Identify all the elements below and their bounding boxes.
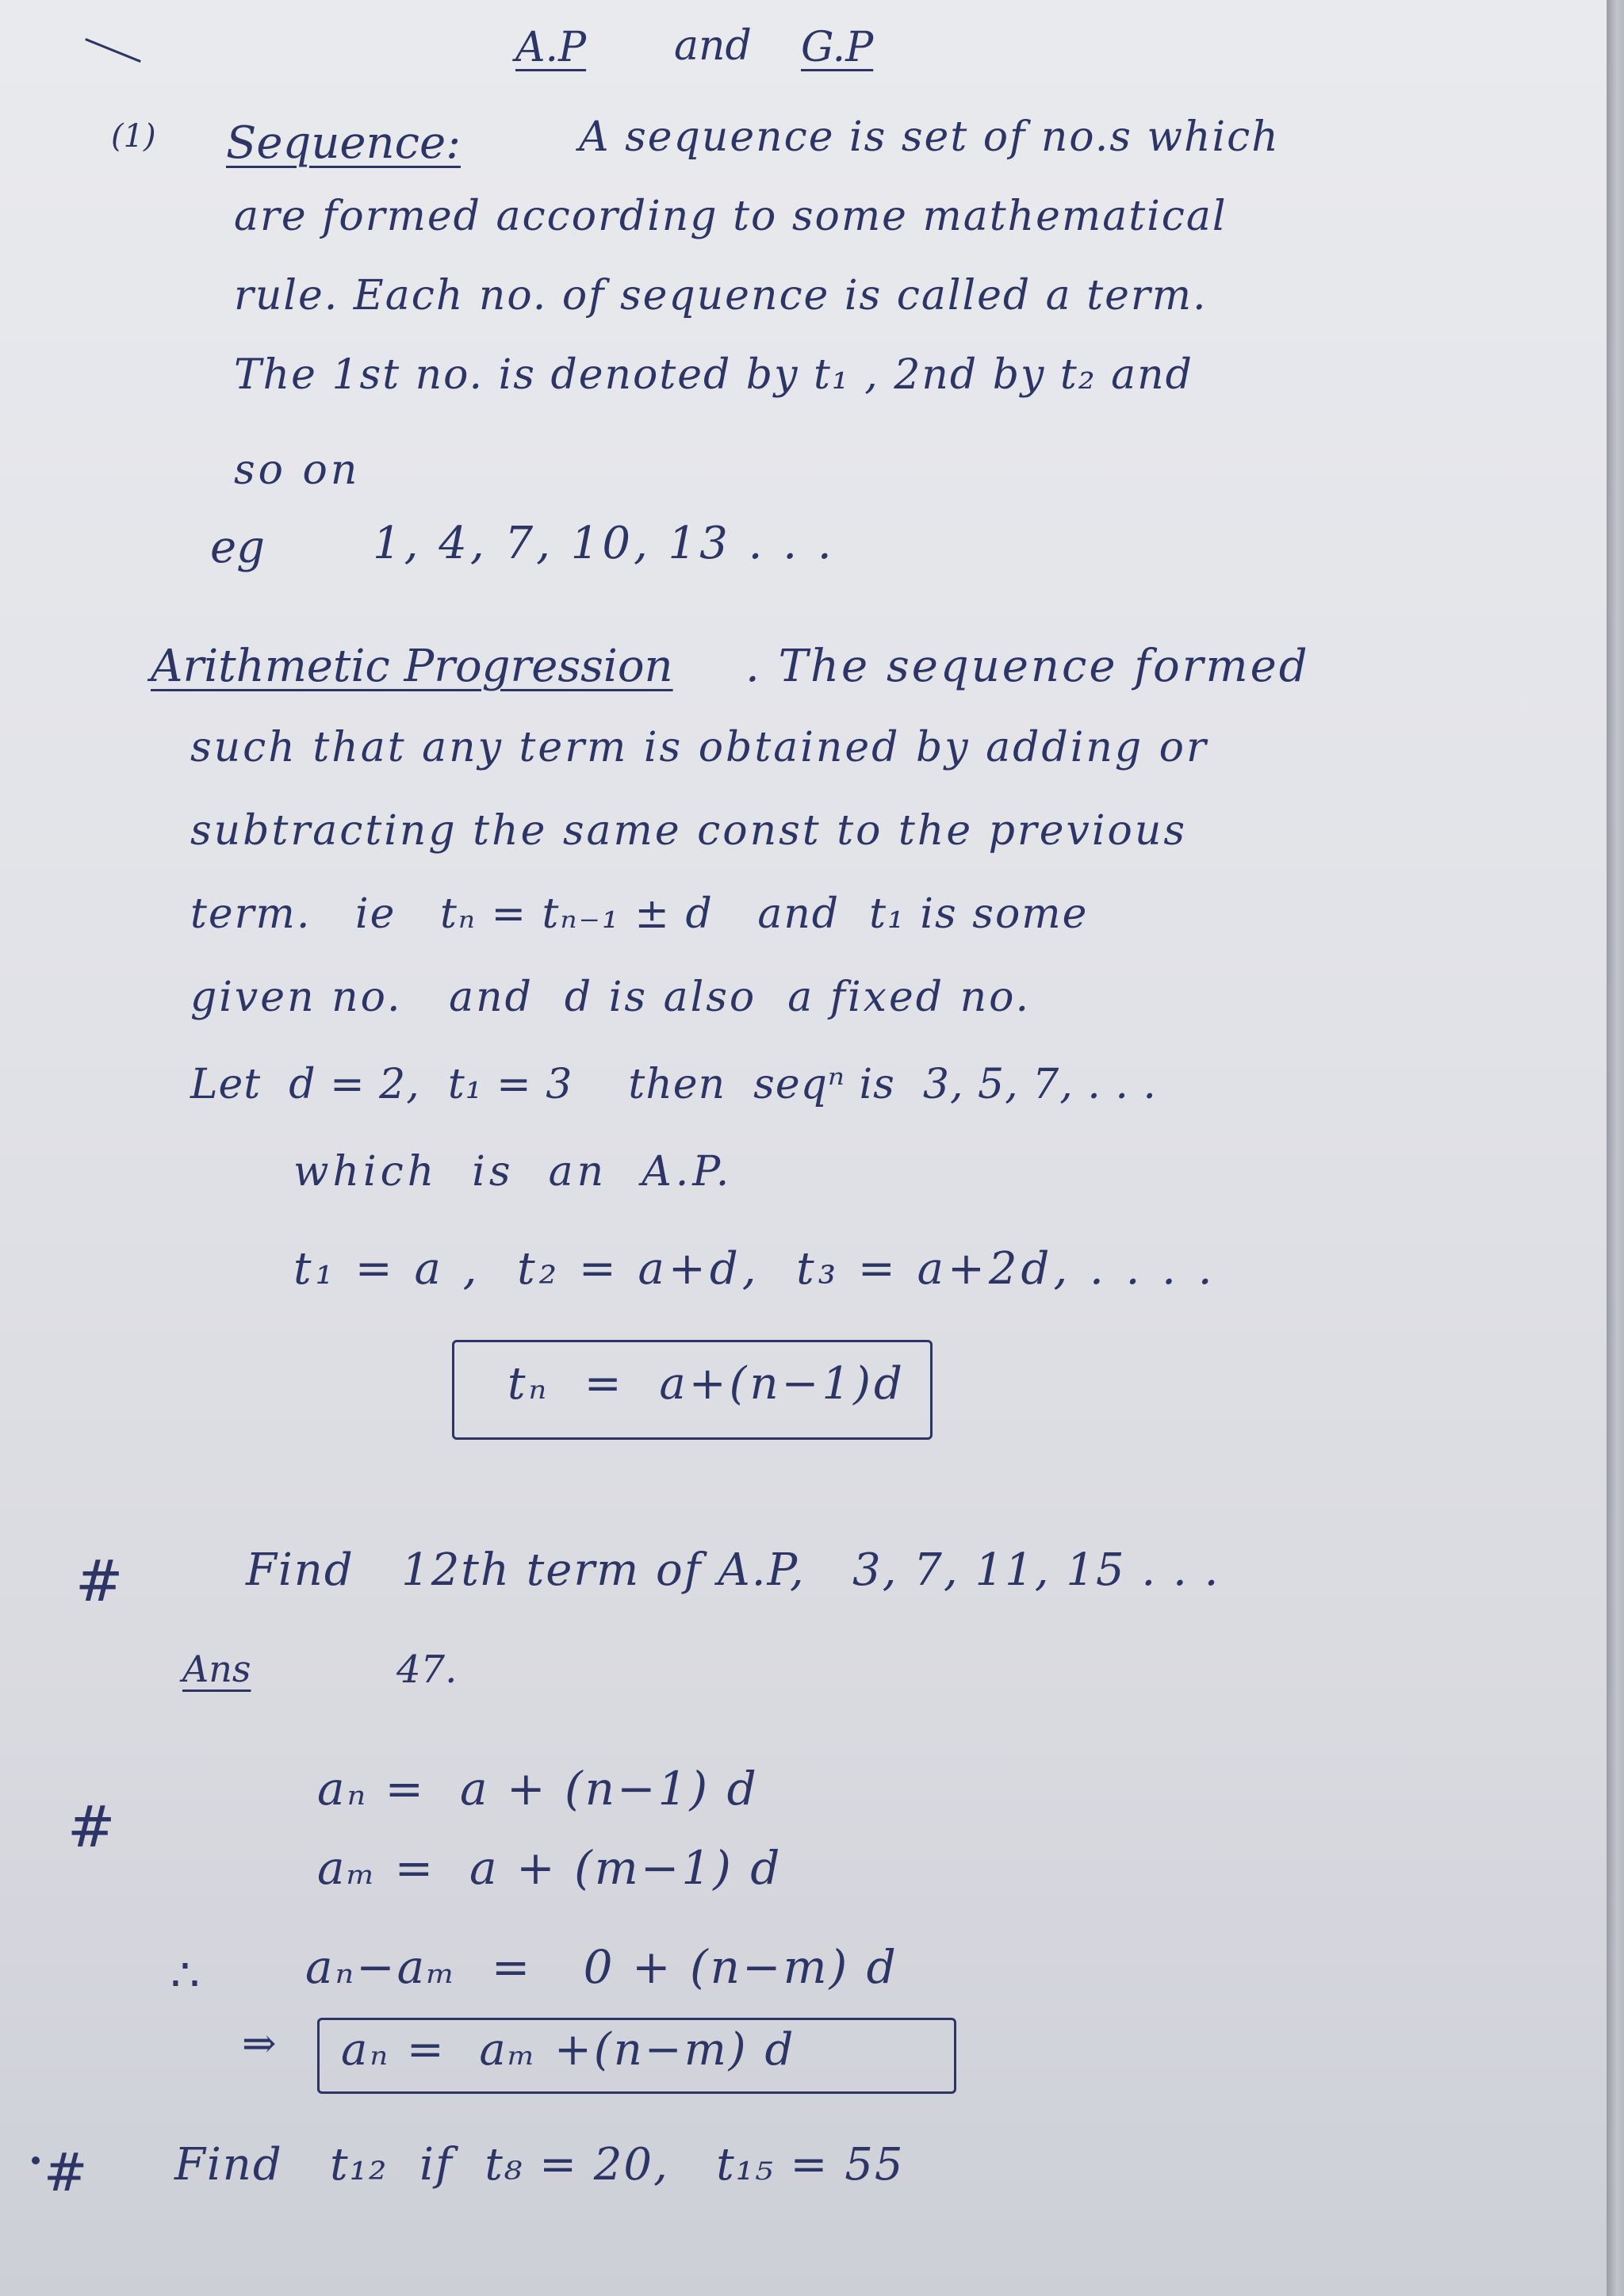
- heading-gp: G.P: [801, 24, 874, 71]
- problem-2-bullet: #: [44, 2142, 88, 2203]
- sequence-term: Sequence:: [226, 117, 461, 169]
- heading-ap: A.P: [515, 24, 587, 71]
- derivation-line-3: aₙ−aₘ = 0 + (n−m) d: [305, 1940, 898, 1994]
- answer-value: 47.: [396, 1647, 458, 1692]
- implies-symbol: ⇒: [242, 2020, 277, 2068]
- pen-stroke: [85, 38, 141, 63]
- ap-line-6: Let d = 2, t₁ = 3 then seqⁿ is 3, 5, 7, . . .: [190, 1061, 1157, 1108]
- ap-line-8: t₁ = a , t₂ = a+d, t₃ = a+2d, . . . .: [293, 1243, 1216, 1295]
- answer-label: Ans: [182, 1647, 251, 1690]
- general-formula: aₙ = aₘ +(n−m) d: [341, 2024, 796, 2076]
- ap-term: Arithmetic Progression: [151, 641, 673, 692]
- sequence-line-4: The 1st no. is denoted by t₁ , 2nd by t₂ and: [234, 351, 1193, 399]
- ap-line-3: subtracting the same const to the previous: [190, 807, 1188, 855]
- ap-line-2: such that any term is obtained by adding or: [190, 724, 1208, 771]
- heading-and: and: [674, 22, 752, 70]
- ap-line-4: term. ie tₙ = tₙ₋₁ ± d and t₁ is some: [190, 890, 1089, 938]
- margin-dot: [32, 2156, 40, 2164]
- problem-1-bullet: #: [75, 1548, 124, 1614]
- example-label: eg: [210, 522, 265, 573]
- ap-line-1: . The sequence formed: [745, 641, 1310, 692]
- derivation-bullet: #: [67, 1793, 116, 1860]
- derivation-line-1: aₙ = a + (n−1) d: [317, 1762, 759, 1816]
- notebook-edge: [1607, 0, 1624, 2296]
- nth-term-formula: tₙ = a+(n−1)d: [508, 1358, 906, 1410]
- sequence-line-3: rule. Each no. of sequence is called a term.: [234, 272, 1208, 320]
- example-sequence: 1, 4, 7, 10, 13 . . .: [373, 518, 835, 569]
- problem-2-text: Find t₁₂ if t₈ = 20, t₁₅ = 55: [174, 2139, 905, 2191]
- therefore-symbol: ∴: [170, 1948, 200, 2002]
- ap-line-5: given no. and d is also a fixed no.: [190, 974, 1032, 1021]
- section-number: (1): [111, 118, 156, 155]
- problem-1-text: Find 12th term of A.P, 3, 7, 11, 15 . . .: [246, 1544, 1220, 1596]
- sequence-line-2: are formed according to some mathematical: [234, 193, 1228, 240]
- sequence-line-5: so on: [234, 446, 361, 494]
- sequence-line-1: A sequence is set of no.s which: [579, 113, 1280, 161]
- ap-line-7: which is an A.P.: [293, 1148, 733, 1196]
- derivation-line-2: aₘ = a + (m−1) d: [317, 1841, 783, 1895]
